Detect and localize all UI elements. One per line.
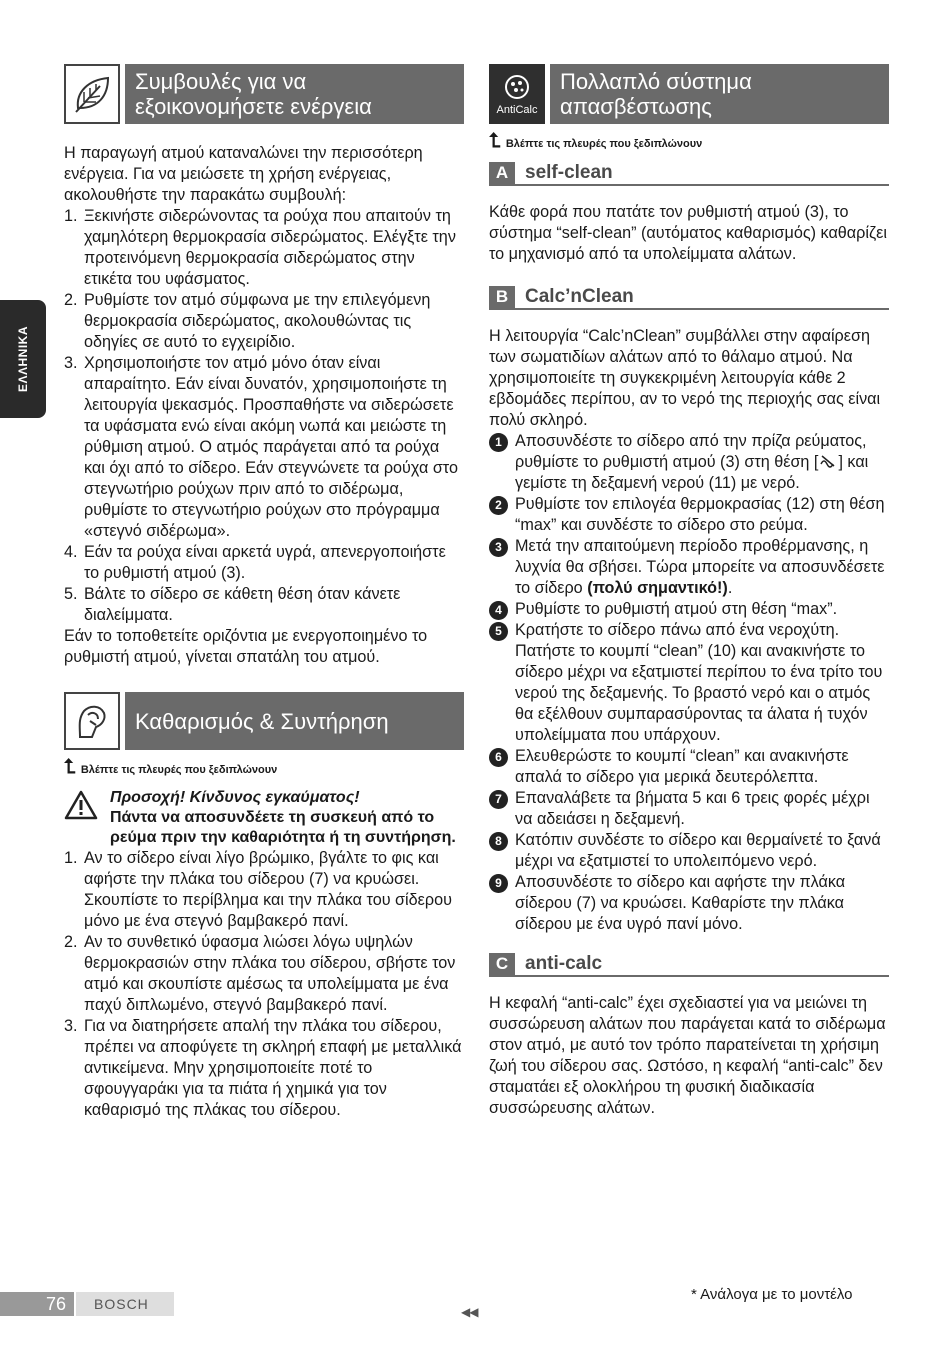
section-b-letter: B (489, 286, 515, 308)
burn-warning (64, 788, 464, 848)
warning-triangle-icon (64, 788, 110, 848)
section-b-header (489, 286, 889, 310)
step-text: Επαναλάβετε τα βήματα 5 και 6 τρεις φορές μέχρι να αδειάσει η δεξαμενή. (515, 789, 870, 828)
section-b-title: Calc’nClean (525, 286, 634, 307)
step-text: Ρυθμίστε τον επιλογέα θερμοκρασίας (12) στη θέση “max” και συνδέστε το σίδερο στο ρεύμα. (515, 495, 885, 534)
language-tab (0, 300, 46, 418)
step-item (489, 830, 889, 872)
list-item-number: 2. (64, 933, 78, 951)
cleaning-see-pages-text: Βλέπτε τις πλευρές που ξεδιπλώνουν (80, 764, 278, 776)
section-a-letter: A (489, 162, 515, 184)
anticalc-header (489, 64, 889, 124)
section-a-title: self-clean (525, 162, 613, 183)
energy-header (64, 64, 464, 124)
step-item (489, 746, 889, 788)
list-item (64, 353, 464, 542)
anticalc-icon-label: AntiCalc (496, 104, 538, 116)
cleaning-see-pages (64, 758, 464, 776)
step-item (489, 788, 889, 830)
model-note: * Ανάλογα με το μοντέλο (691, 1286, 853, 1303)
step-item (489, 431, 889, 494)
step-number-badge: 1 (489, 433, 508, 452)
energy-title-line1: Συμβουλές για να (135, 69, 307, 94)
step-number-badge: 2 (489, 496, 508, 515)
step-text: Αποσυνδέστε το σίδερο από την πρίζα ρεύματος, ρυθμίστε το ρυθμιστή ατμού (3) στη θέση [ (515, 432, 867, 471)
page-number: 76 (0, 1292, 74, 1316)
warning-title: Προσοχή! Κίνδυνος εγκαύματος! (110, 789, 360, 806)
cleaning-title: Καθαρισμός & Συντήρηση (125, 692, 464, 750)
list-item-number: 2. (64, 291, 78, 309)
foldout-arrow-icon: ⮤ (64, 756, 76, 778)
step-bold-text: (πολύ σημαντικό!) (587, 579, 728, 597)
list-item-number: 5. (64, 585, 78, 603)
list-item-text: Βάλτε το σίδερο σε κάθετη θέση όταν κάνετε διαλείμματα. (84, 585, 401, 624)
anticalc-icon (489, 64, 545, 124)
anticalc-see-pages (489, 132, 889, 150)
list-item (64, 290, 464, 353)
left-column (64, 64, 464, 1121)
list-item (64, 584, 464, 626)
list-item-text: Αν το σίδερο είναι λίγο βρώμικο, βγάλτε το φις και αφήστε την πλάκα του σίδερου (7) να κρυώσει. Σκουπίστε το περίβλημα και την πλάκα του σίδερου μόνο με ένα στεγνό βαμβακερό πανί. (84, 849, 452, 930)
step-text: Κατόπιν συνδέστε το σίδερο και θερμαίνετέ το ξανά μέχρι να εξατμιστεί το υπολειπόμενο νερό. (515, 831, 881, 870)
step-item (489, 599, 889, 620)
step-number-badge: 6 (489, 748, 508, 767)
back-arrows-icon: ◀◀ (461, 1305, 478, 1319)
list-item (64, 848, 464, 932)
cleaning-icon (64, 692, 120, 750)
foldout-arrow-icon: ⮤ (489, 130, 501, 152)
step-item (489, 620, 889, 746)
step-text: Αποσυνδέστε το σίδερο και αφήστε την πλάκα σίδερου (7) να κρυώσει. Καθαρίστε την πλάκα σίδερου με ένα υγρό πανί μόνο. (515, 873, 846, 933)
step-number-badge: 5 (489, 622, 508, 641)
list-item-text: Για να διατηρήσετε απαλή την πλάκα του σίδερου, πρέπει να αποφύγετε τη σκληρή επαφή με μεταλλικά αντικείμενα. Μην χρησιμοποιείτε ποτέ το σφουγγαράκι για τα πιάτα ή χημικά για τον καθαρισμό της πλάκας του σίδερου. (84, 1017, 462, 1119)
step-text: Μετά την απαιτούμενη περίοδο προθέρμανσης, η λυχνία θα σβήσει. Τώρα μπορείτε να αποσυνδέσετε το σίδερο (515, 537, 885, 597)
anticalc-title-line2: απασβέστωσης (560, 94, 712, 119)
brand-label: BOSCH (76, 1292, 174, 1316)
step-text: Ρυθμίστε το ρυθμιστή ατμού στη θέση “max”. (515, 600, 838, 618)
step-text: Ελευθερώστε το κουμπί “clean” και ανακινήστε απαλά το σίδερο για μερικά δευτερόλεπτα. (515, 747, 849, 786)
warning-text: Πάντα να αποσυνδέετε τη συσκευή από το ρεύμα πριν την καθαριότητα ή τη συντήρηση. (110, 809, 456, 846)
list-item-number: 3. (64, 1017, 78, 1035)
section-a-header (489, 162, 889, 186)
list-item-number: 4. (64, 543, 78, 561)
step-text-after: ] και γεμίστε τη δεξαμενή νερού (11) με νερό. (515, 453, 869, 492)
list-item (64, 1016, 464, 1121)
step-text: Κρατήστε το σίδερο πάνω από ένα νεροχύτη. Πατήστε το κουμπί “clean” (10) και ανακινήστε το σίδερο μέχρι να εξατμιστεί περίπου το ένα τρίτο του νερού της δεξαμενής. Το βραστό νερό και ο ατμός θα εξέλθουν συμπαρασύροντας τα άλατα ή τυχόν υπολείμματα που υπάρχουν. (515, 621, 883, 744)
list-item-text: Εάν τα ρούχα είναι αρκετά υγρά, απενεργοποιήστε το ρυθμιστή ατμού (3). (84, 543, 446, 582)
anticalc-title-line1: Πολλαπλό σύστημα (560, 69, 752, 94)
section-c-letter: C (489, 953, 515, 975)
section-c-text: Η κεφαλή “anti-calc” έχει σχεδιαστεί για να μειώνει τη συσσώρευση αλάτων που παράγεται κατά το σιδέρωμα στον ατμό, με αυτό τον τρόπο παρατείνεται τη χρήσιμη ζωή του σίδερου σας. Ωστόσο, η κεφαλή “anti-calc” δεν σταματάει εξ ολοκλήρου τη φυσική διαδικασία συσσώρευσης αλάτων. (489, 994, 886, 1117)
list-item-number: 3. (64, 354, 78, 372)
step-number-badge: 4 (489, 601, 508, 620)
list-item-text: Χρησιμοποιήστε τον ατμό μόνο όταν είναι απαραίτητο. Εάν είναι δυνατόν, χρησιμοποιήστε τη λειτουργία ψεκασμός. Προσπαθήστε να σιδερώσετε τα υφάσματα ενώ είναι ακόμη νωπά και μειώστε τη ρύθμιση ατμού. Ο ατμός παράγεται από τα ρούχα και όχι από το σίδερο. Εάν στεγνώνετε τα ρούχα στο στεγνωτήριο ρούχων πριν από το σιδέρωμα, ρυθμίστε το στεγνωτήριο ρούχων στο πρόγραμμα «στεγνό σιδέρωμα». (84, 354, 458, 540)
step-item (489, 872, 889, 935)
step-number-badge: 3 (489, 538, 508, 557)
list-item (64, 206, 464, 290)
leaf-icon (64, 64, 120, 124)
step-number-badge: 9 (489, 874, 508, 893)
calcnclean-steps (489, 431, 889, 935)
cleaning-header (64, 692, 464, 750)
anticalc-title (550, 64, 889, 124)
language-label: ΕΛΛΗΝΙΚΑ (16, 325, 31, 393)
step-number-badge: 8 (489, 832, 508, 851)
list-item-number: 1. (64, 207, 78, 225)
list-item-number: 1. (64, 849, 78, 867)
cleaning-list (64, 848, 464, 1121)
energy-tips-list (64, 206, 464, 626)
list-item (64, 542, 464, 584)
energy-outro: Εάν το τοποθετείτε οριζόντια με ενεργοποιημένο το ρυθμιστή ατμού, γίνεται σπατάλη του ατμού. (64, 627, 428, 666)
anticalc-see-pages-text: Βλέπτε τις πλευρές που ξεδιπλώνουν (505, 138, 703, 150)
energy-title (125, 64, 464, 124)
step-item (489, 494, 889, 536)
steam-off-icon (818, 453, 838, 471)
list-item (64, 932, 464, 1016)
section-c-header (489, 953, 889, 977)
section-a-text: Κάθε φορά που πατάτε τον ρυθμιστή ατμού (3), το σύστημα “self-clean” (αυτόματος καθαρισμός) καθαρίζει το μηχανισμό από τα υπολείμματα αλάτων. (489, 203, 887, 263)
step-number-badge: 7 (489, 790, 508, 809)
energy-intro: Η παραγωγή ατμού καταναλώνει την περισσότερη ενέργεια. Για να μειώσετε τη χρήση ενέργειας, ακολουθήστε την παρακάτω συμβουλή: (64, 144, 423, 204)
step-text-after: . (727, 579, 733, 597)
step-item (489, 536, 889, 599)
list-item-text: Ρυθμίστε τον ατμό σύμφωνα με την επιλεγόμενη θερμοκρασία σιδερώματος, ακολουθώντας τις οδηγίες σε αυτό το εγχειρίδιο. (84, 291, 431, 351)
energy-title-line2: εξοικονομήσετε ενέργεια (135, 94, 372, 119)
list-item-text: Ξεκινήστε σιδερώνοντας τα ρούχα που απαιτούν τη χαμηλότερη θερμοκρασία σιδερώματος. Ελέγξτε την προτεινόμενη θερμοκρασία σιδερώματος στην ετικέτα του υφάσματος. (84, 207, 456, 288)
section-b-intro: Η λειτουργία “Calc’nClean” συμβάλλει στην αφαίρεση των σωματιδίων αλάτων από το θάλαμο ατμού. Να χρησιμοποιείτε τη συγκεκριμένη λειτουργία κάθε 2 εβδομάδες περίπου, αν το νερό της περιοχής σας είναι πολύ σκληρό. (489, 327, 881, 429)
right-column (489, 64, 889, 1119)
list-item-text: Αν το συνθετικό ύφασμα λιώσει λόγω υψηλών θερμοκρασιών στην πλάκα του σίδερου, σβήστε τον ατμό και σκουπίστε αμέσως τα υπολείμματα με ένα παχύ διπλωμένο, στεγνό βαμβακερό πανί. (84, 933, 456, 1014)
section-c-title: anti-calc (525, 953, 603, 974)
